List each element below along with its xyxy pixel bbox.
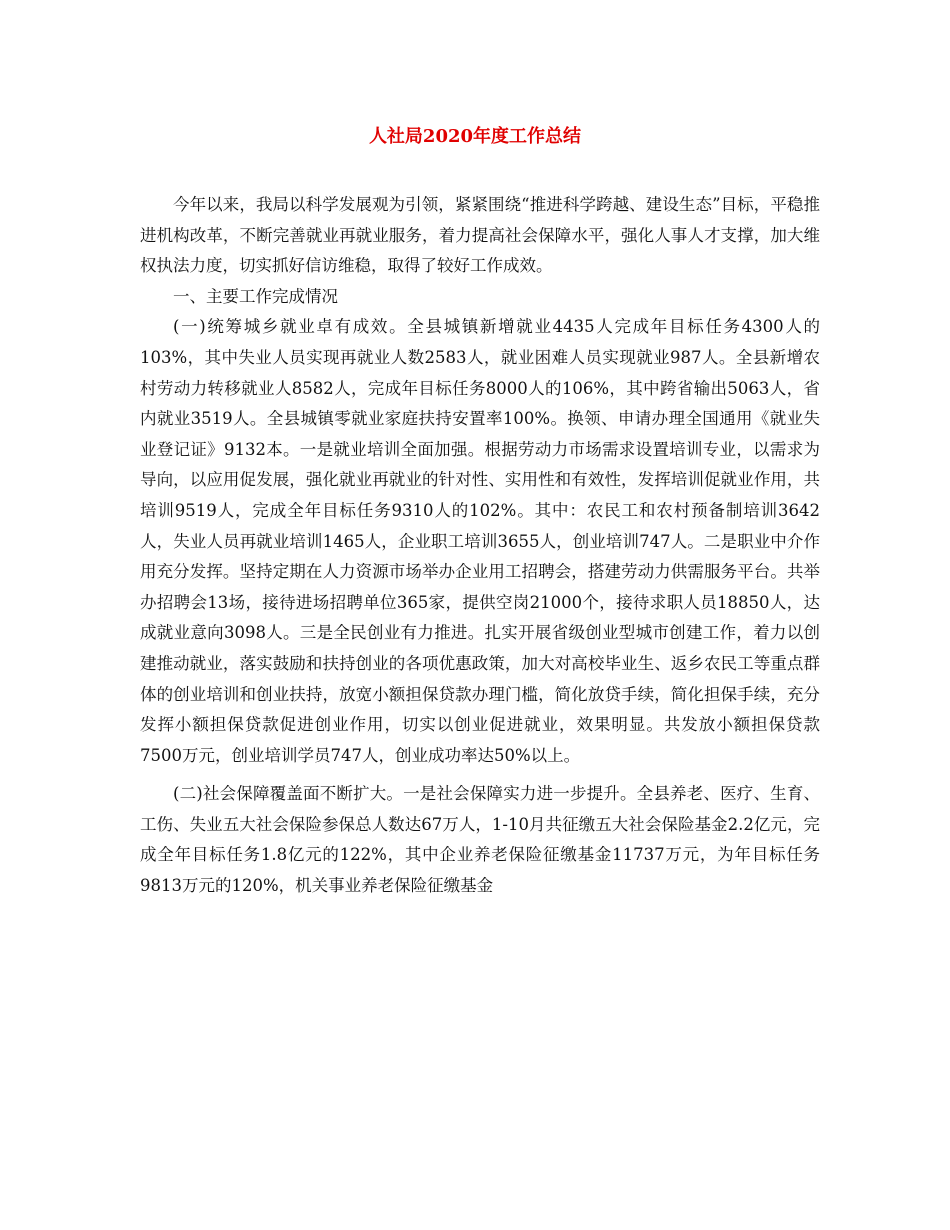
document-title: 人社局2020年度工作总结 [368,126,582,147]
social-security-paragraph: (二)社会保障覆盖面不断扩大。一是社会保障实力进一步提升。全县养老、医疗、生育、工伤、失业五大社会保险参保总人数达67万人，1-10月共征缴五大社会保险基金2.2亿元，完成全年目标任务1.8亿元的122%，其中企业养老保险征缴基金11737万元，为年目标任务9813万元的120%，机关事业养老保险征缴基金 [140,784,820,896]
intro-paragraph: 今年以来，我局以科学发展观为引领，紧紧围绕“推进科学跨越、建设生态”目标，平稳推进机构改革，不断完善就业再就业服务，着力提高社会保障水平，强化人事人才支撑，加大维权执法力度，切实抓好信访维稳，取得了较好工作成效。 [140,195,820,276]
employment-paragraph: (一)统筹城乡就业卓有成效。全县城镇新增就业4435人完成年目标任务4300人的103%，其中失业人员实现再就业人数2583人，就业困难人员实现就业987人。全县新增农村劳动力转移就业人8582人，完成年目标任务8000人的106%，其中跨省输出5063人，省内就业3519人。全县城镇零就业家庭扶持安置率100%。换领、申请办理全国通用《就业失业登记证》9132本。一是就业培训全面加强。根据劳动力市场需求设置培训专业，以需求为导向，以应用促发展，强化就业再就业的针对性、实用性和有效性，发挥培训促就业作用，共培训9519人，完成全年目标任务9310人的102%。其中：农民工和农村预备制培训3642人，失业人员再就业培训1465人，企业职工培训3655人，创业培训747人。二是职业中介作用充分发挥。坚持定期在人力资源市场举办企业用工招聘会，搭建劳动力供需服务平台。共举办招聘会13场，接待进场招聘单位365家，提供空岗21000个，接待求职人员18850人，达成就业意向3098人。三是全民创业有力推进。扎实开展省级创业型城市创建工作，着力以创建推动就业，落实鼓励和扶持创业的各项优惠政策，加大对高校毕业生、返乡农民工等重点群体的创业培训和创业扶持，放宽小额担保贷款办理门槛，简化放贷手续，简化担保手续，充分发挥小额担保贷款促进创业作用，切实以创业促进就业，效果明显。共发放小额担保贷款7500万元，创业培训学员747人，创业成功率达50%以上。 [140,317,820,765]
section-heading: 一、主要工作完成情况 [173,286,338,306]
document-body [140,190,820,902]
